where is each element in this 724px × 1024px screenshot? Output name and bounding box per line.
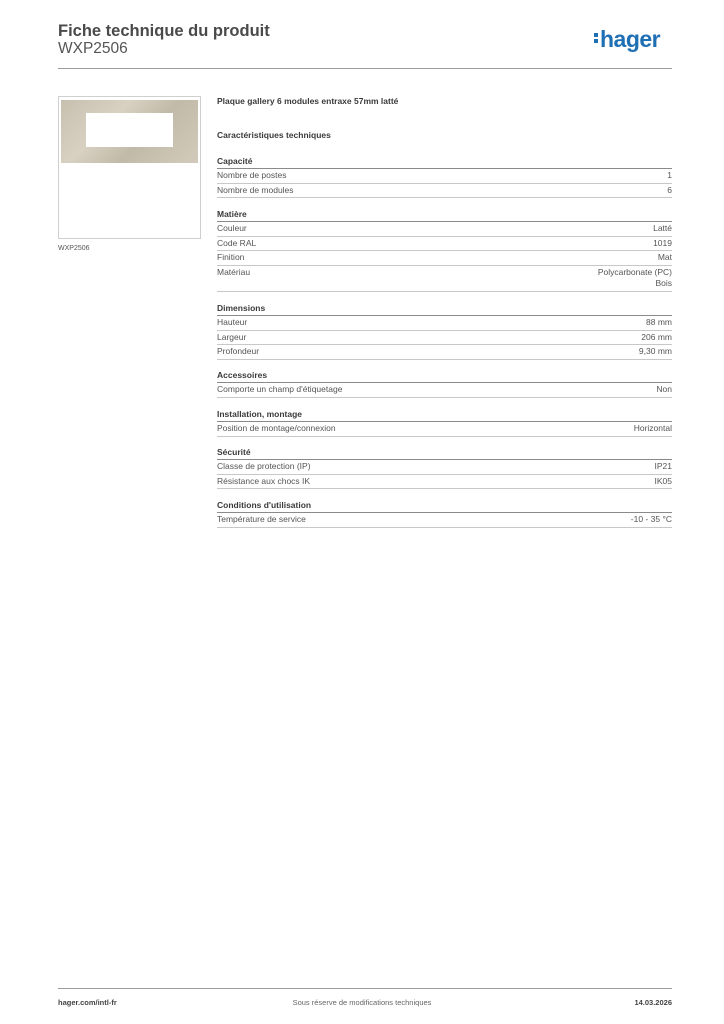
spec-label: Nombre de postes bbox=[217, 170, 287, 180]
section-title: Installation, montage bbox=[217, 407, 672, 422]
spec-value: 1 bbox=[667, 170, 672, 180]
section-dimensions bbox=[217, 301, 672, 360]
spec-row bbox=[217, 383, 672, 398]
spec-value: Latté bbox=[653, 223, 672, 233]
spec-row bbox=[217, 331, 672, 346]
spec-label: Nombre de modules bbox=[217, 184, 294, 195]
spec-value-line: Bois bbox=[655, 278, 672, 288]
footer-disclaimer: Sous réserve de modifications techniques bbox=[292, 998, 432, 1007]
spec-value: Non bbox=[656, 384, 672, 394]
spec-value: 9,30 mm bbox=[638, 346, 672, 356]
spec-label: Code RAL bbox=[217, 237, 257, 248]
spec-row bbox=[217, 475, 672, 490]
spec-row bbox=[217, 251, 672, 266]
spec-label: Hauteur bbox=[217, 317, 248, 327]
spec-row bbox=[217, 345, 672, 360]
section-title: Dimensions bbox=[217, 301, 672, 316]
spec-value: 206 mm bbox=[641, 331, 672, 342]
spec-value: Mat bbox=[657, 252, 672, 262]
logo-dots-icon bbox=[594, 31, 599, 45]
spec-label: Résistance aux chocs IK bbox=[217, 475, 311, 486]
image-caption: WXP2506 bbox=[58, 245, 90, 252]
plate-picture bbox=[61, 100, 198, 163]
spec-value: 88 mm bbox=[646, 317, 672, 327]
spec-label: Couleur bbox=[217, 223, 247, 233]
section-accessoires bbox=[217, 368, 672, 398]
spec-value: Horizontal bbox=[633, 423, 672, 433]
plate-opening bbox=[86, 113, 173, 147]
spec-row bbox=[217, 422, 672, 437]
spec-label: Largeur bbox=[217, 331, 247, 342]
spec-row bbox=[217, 266, 672, 293]
spec-label: Classe de protection (IP) bbox=[217, 461, 311, 471]
section-title: Conditions d'utilisation bbox=[217, 498, 672, 513]
footer-website-link[interactable]: hager.com/intl-fr bbox=[58, 998, 117, 1007]
section-conditions bbox=[217, 498, 672, 528]
section-title: Matière bbox=[217, 207, 672, 222]
spec-row bbox=[217, 237, 672, 252]
spec-label: Position de montage/connexion bbox=[217, 423, 336, 433]
section-securite bbox=[217, 445, 672, 489]
section-matiere bbox=[217, 207, 672, 292]
spec-value: -10 - 35 °C bbox=[630, 514, 672, 524]
footer-divider bbox=[58, 988, 672, 989]
spec-row bbox=[217, 222, 672, 237]
product-name: Plaque gallery 6 modules entraxe 57mm latté bbox=[217, 96, 399, 106]
spec-value: 6 bbox=[667, 184, 672, 195]
spec-row bbox=[217, 460, 672, 475]
footer-date: 14.03.2026 bbox=[634, 998, 672, 1007]
section-title: Sécurité bbox=[217, 445, 672, 460]
spec-value-line: Polycarbonate (PC) bbox=[597, 267, 672, 277]
spec-label: Matériau bbox=[217, 267, 251, 277]
product-image bbox=[58, 96, 201, 239]
spec-label: Profondeur bbox=[217, 346, 260, 356]
spec-value: 1019 bbox=[653, 237, 672, 248]
spec-value: IK05 bbox=[654, 475, 672, 486]
logo-text: hager bbox=[600, 26, 661, 52]
header-divider bbox=[58, 68, 672, 69]
spec-row bbox=[217, 316, 672, 331]
spec-row bbox=[217, 184, 672, 199]
hager-logo bbox=[594, 28, 660, 51]
spec-row bbox=[217, 513, 672, 528]
tech-title: Caractéristiques techniques bbox=[217, 130, 331, 140]
section-title: Accessoires bbox=[217, 368, 672, 383]
spec-label: Finition bbox=[217, 252, 245, 262]
section-capacite bbox=[217, 154, 672, 198]
page-title: Fiche technique du produit bbox=[58, 22, 270, 40]
spec-row bbox=[217, 169, 672, 184]
product-reference: WXP2506 bbox=[58, 40, 128, 57]
spec-label: Température de service bbox=[217, 514, 306, 524]
spec-label: Comporte un champ d'étiquetage bbox=[217, 384, 343, 394]
spec-value: IP21 bbox=[654, 461, 672, 471]
spec-value bbox=[598, 267, 672, 289]
section-title: Capacité bbox=[217, 154, 672, 169]
section-installation bbox=[217, 407, 672, 437]
